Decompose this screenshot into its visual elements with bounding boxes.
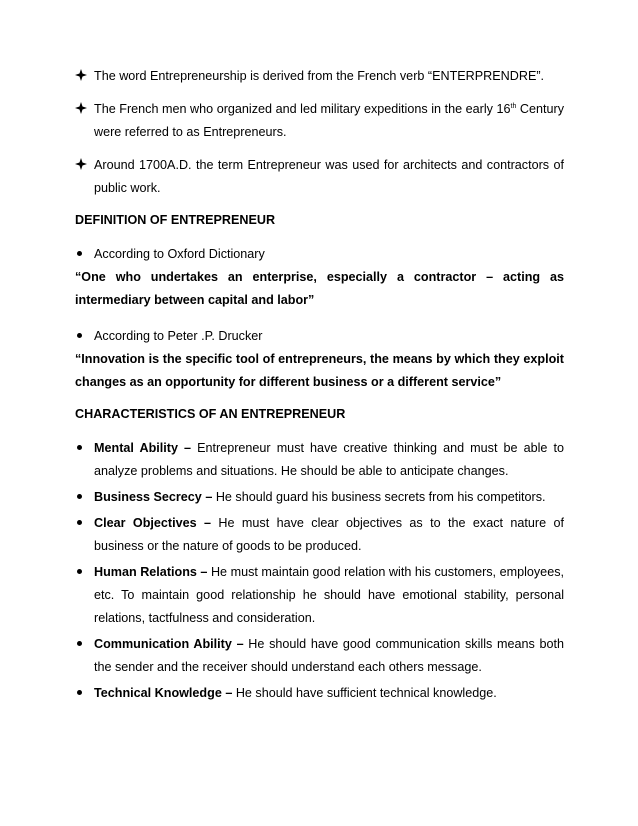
characteristic-item (75, 512, 564, 558)
origin-bullet-2 (75, 98, 564, 144)
diamond-bullet-icon (75, 65, 91, 88)
characteristic-item (75, 561, 564, 630)
characteristic-term: Clear Objectives – (94, 516, 212, 530)
round-bullet-icon (75, 437, 91, 460)
characteristic-item (75, 633, 564, 679)
characteristic-text: Entrepreneur must have creative thinking and must be able to analyze problems and situations. He should be able to anticipate changes. (94, 441, 564, 478)
characteristic-text: He should guard his business secrets from his competitors. (212, 490, 546, 504)
characteristic-text: He must maintain good relation with his customers, employees, etc. To maintain good relationship he should have emotional stability, personal relations, tactfulness and consideration. (94, 565, 564, 625)
characteristic-term: Communication Ability – (94, 637, 244, 651)
definition-source-2 (75, 325, 564, 348)
definition-heading: DEFINITION OF ENTREPRENEUR (75, 213, 276, 227)
diamond-bullet-icon (75, 98, 91, 121)
characteristic-term: Technical Knowledge – (94, 686, 233, 700)
characteristic-text: He should have good communication skills means both the sender and the receiver should understand each others message. (94, 637, 564, 674)
characteristic-term: Mental Ability – (94, 441, 192, 455)
round-bullet-icon (75, 682, 91, 705)
characteristic-term: Human Relations – (94, 565, 208, 579)
characteristic-item (75, 437, 564, 483)
round-bullet-icon (75, 243, 91, 266)
characteristic-text: He should have sufficient technical knowledge. (232, 686, 497, 700)
origin-bullet-3 (75, 154, 564, 200)
definition-source-2-text: According to Peter .P. Drucker (94, 329, 263, 343)
definition-quote-1: “One who undertakes an enterprise, especially a contractor – acting as intermediary between capital and labor” (75, 270, 564, 307)
document-page (75, 65, 564, 705)
diamond-bullet-icon (75, 154, 91, 177)
definition-quote-2: “Innovation is the specific tool of entrepreneurs, the means by which they exploit changes as an opportunity for different business or a different service” (75, 352, 564, 389)
definition-source-1-text: According to Oxford Dictionary (94, 247, 265, 261)
characteristic-item (75, 682, 564, 705)
origin-bullet-1 (75, 65, 564, 88)
round-bullet-icon (75, 561, 91, 584)
origin-text-1: The word Entrepreneurship is derived from the French verb “ENTERPRENDRE”. (94, 69, 545, 83)
characteristic-term: Business Secrecy – (94, 490, 213, 504)
characteristic-item (75, 486, 564, 509)
round-bullet-icon (75, 633, 91, 656)
round-bullet-icon (75, 512, 91, 535)
origin-text-3: Around 1700A.D. the term Entrepreneur was used for architects and contractors of public work. (94, 158, 564, 195)
round-bullet-icon (75, 486, 91, 509)
characteristics-heading: CHARACTERISTICS OF AN ENTREPRENEUR (75, 407, 346, 421)
definition-source-1 (75, 243, 564, 266)
round-bullet-icon (75, 325, 91, 348)
characteristic-text: He must have clear objectives as to the exact nature of business or the nature of goods to be produced. (94, 516, 565, 553)
origin-text-2: The French men who organized and led military expeditions in the early 16th Century were referred to as Entrepreneurs. (94, 102, 564, 139)
